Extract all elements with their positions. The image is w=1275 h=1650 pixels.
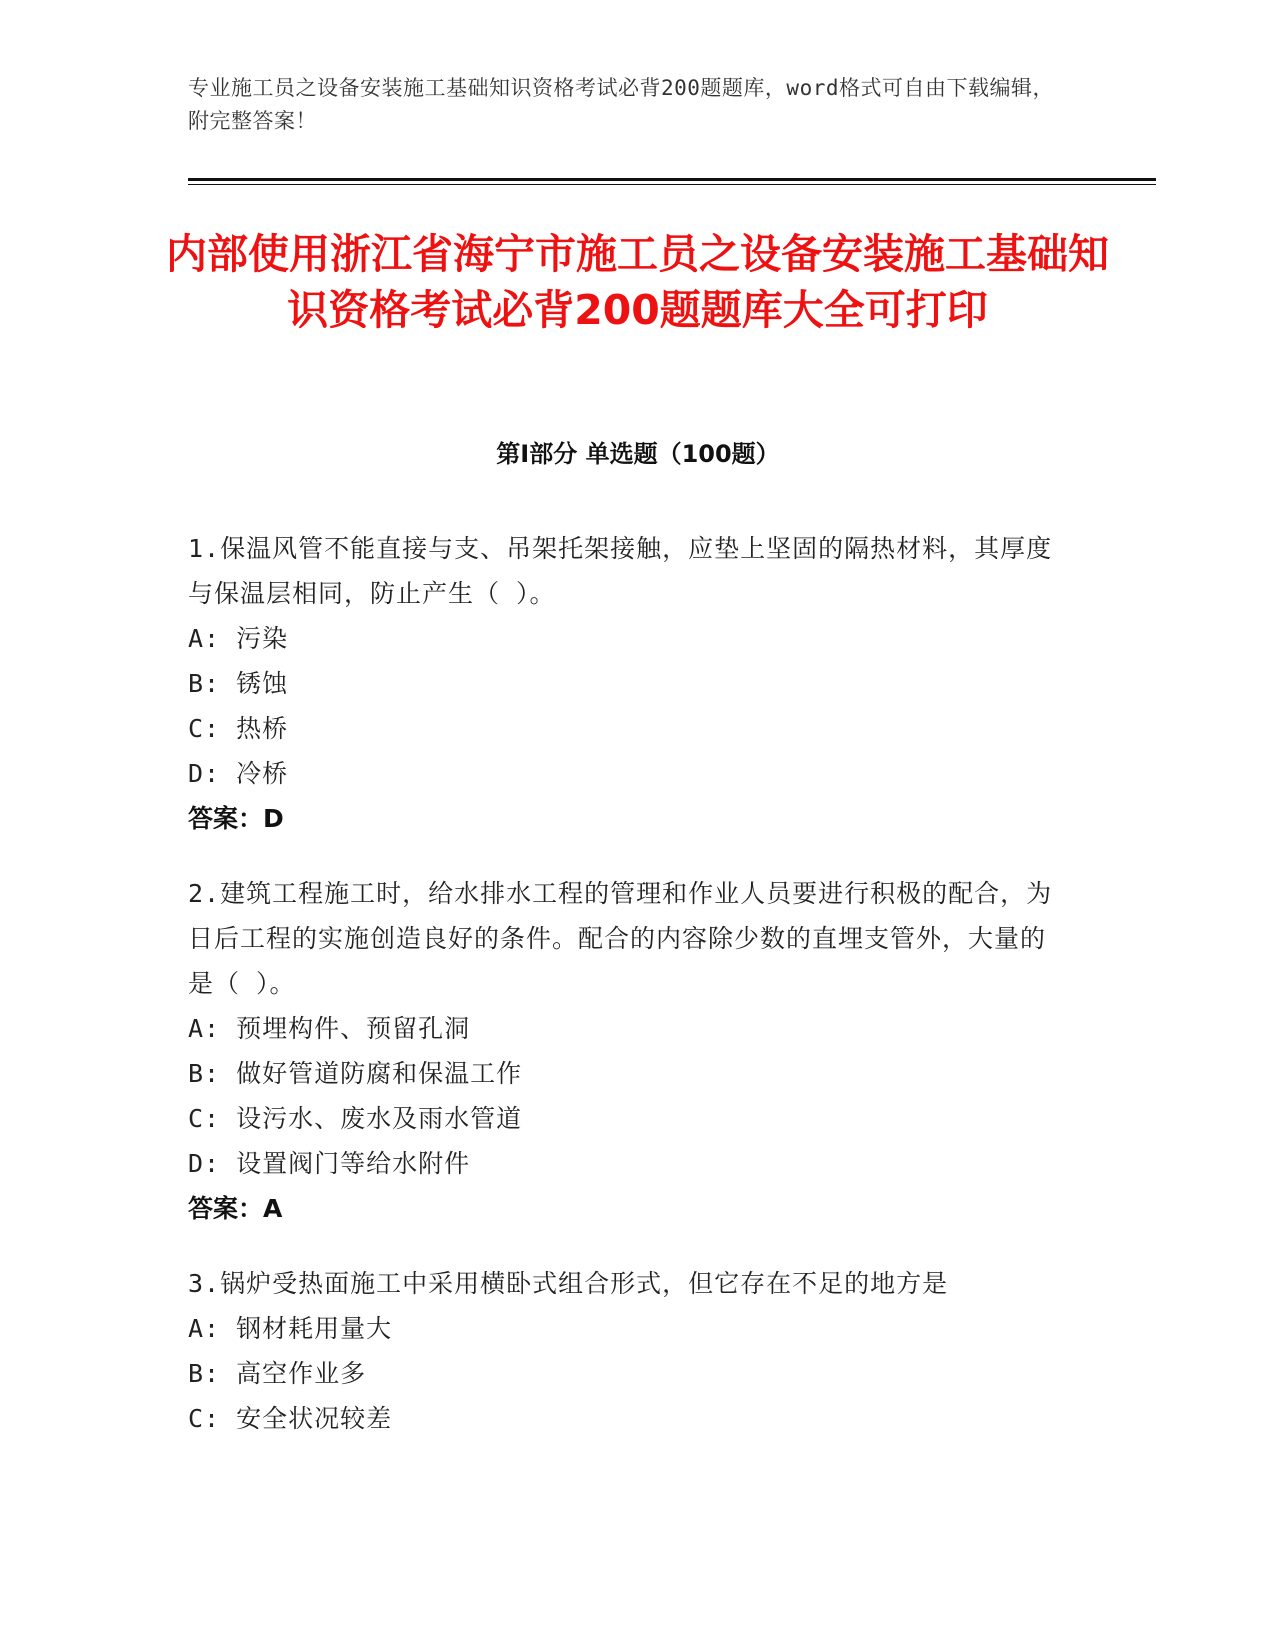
option-b: B: 做好管道防腐和保温工作 <box>188 1059 523 1088</box>
document-title: 内部使用浙江省海宁市施工员之设备安装施工基础知识资格考试必背200题题库大全可打印 <box>166 230 1109 334</box>
question-2 <box>188 871 1068 1231</box>
option-d: D: 冷桥 <box>188 759 289 788</box>
option-c: C: 安全状况较差 <box>188 1404 393 1433</box>
option-a: A: 预埋构件、预留孔洞 <box>188 1014 471 1043</box>
option-d: D: 设置阀门等给水附件 <box>188 1149 471 1178</box>
option-c: C: 设污水、废水及雨水管道 <box>188 1104 523 1133</box>
question-text: 1.保温风管不能直接与支、吊架托架接触，应垫上坚固的隔热材料，其厚度与保温层相同，防止产生（ ）。 <box>188 534 1053 608</box>
answer-line: 答案：A <box>188 1194 283 1223</box>
option-c: C: 热桥 <box>188 714 289 743</box>
section-title: 第Ⅰ部分 单选题（100题） <box>496 440 780 468</box>
option-a: A: 钢材耗用量大 <box>188 1314 393 1343</box>
question-3 <box>188 1261 1068 1441</box>
option-b: B: 锈蚀 <box>188 669 289 698</box>
answer-line: 答案：D <box>188 804 284 833</box>
header-divider-thin <box>188 184 1156 185</box>
option-a: A: 污染 <box>188 624 289 653</box>
header-note: 专业施工员之设备安装施工基础知识资格考试必背200题题库，word格式可自由下载编辑，附完整答案！ <box>188 76 1054 133</box>
question-1 <box>188 526 1068 841</box>
question-list <box>188 526 1068 1471</box>
question-text: 2.建筑工程施工时，给水排水工程的管理和作业人员要进行积极的配合，为日后工程的实施创造良好的条件。配合的内容除少数的直埋支管外，大量的是（ ）。 <box>188 879 1053 998</box>
option-b: B: 高空作业多 <box>188 1359 367 1388</box>
header-divider-thick <box>188 178 1156 181</box>
question-text: 3.锅炉受热面施工中采用横卧式组合形式，但它存在不足的地方是 <box>188 1269 949 1298</box>
